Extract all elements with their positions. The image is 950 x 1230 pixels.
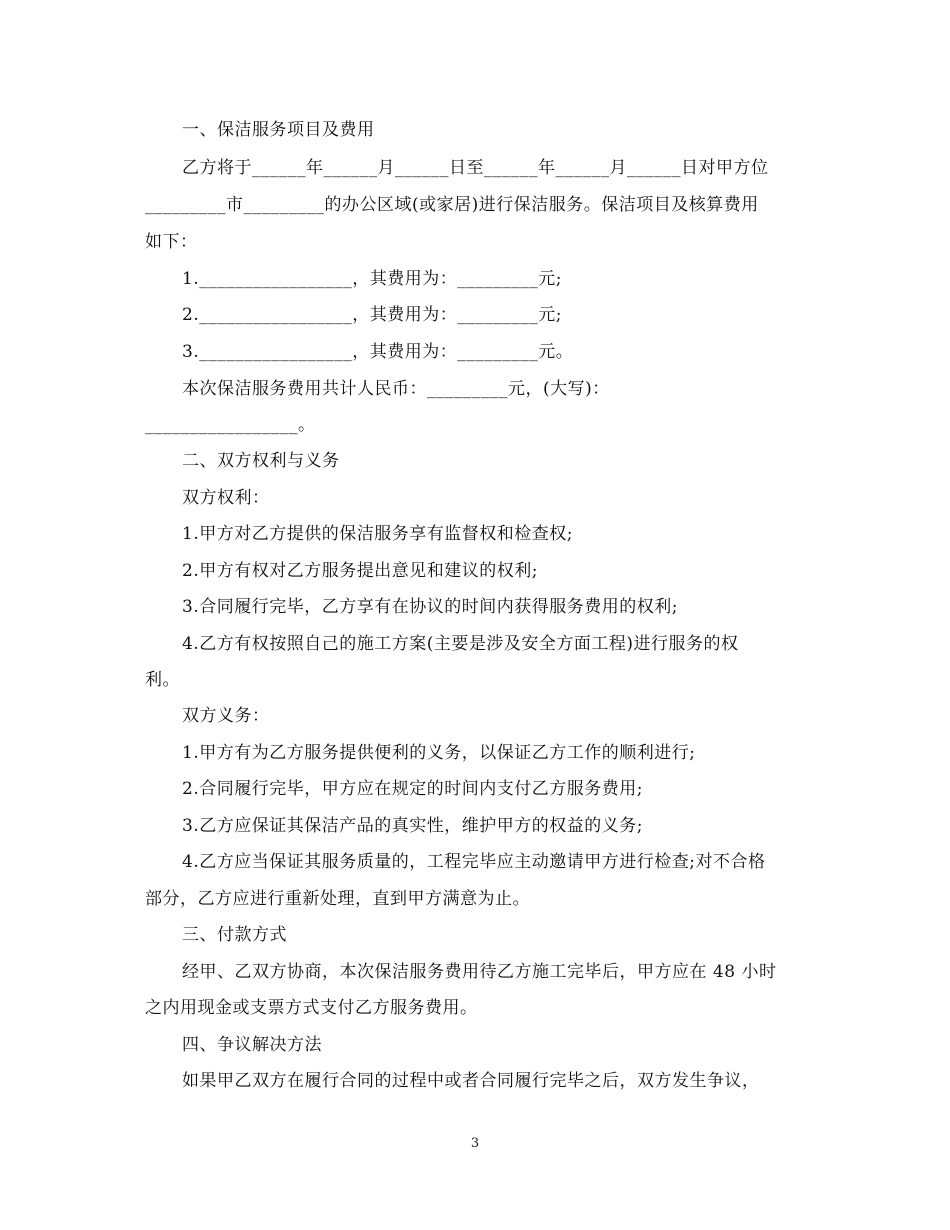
paragraph-line: 乙方将于______年______月______日至______年______月______日对甲方位 bbox=[182, 158, 769, 178]
paragraph-line: _________市_________的办公区域(或家居)进行保洁服务。保洁项目及核算费用 bbox=[145, 195, 759, 215]
paragraph-line: _________________。 bbox=[145, 415, 316, 435]
section-heading-payment: 三、付款方式 bbox=[182, 925, 287, 945]
paragraph-line: 部分，乙方应进行重新处理，直到甲方满意为止。 bbox=[145, 889, 530, 909]
paragraph-line: 经甲、乙双方协商，本次保洁服务费用待乙方施工完毕后，甲方应在 48 小时 bbox=[182, 962, 777, 982]
list-item: 1._________________，其费用为：_________元; bbox=[182, 269, 562, 289]
list-item: 4.乙方应当保证其服务质量的，工程完毕应主动邀请甲方进行检查;对不合格 bbox=[182, 852, 766, 872]
section-heading-dispute: 四、争议解决方法 bbox=[182, 1035, 322, 1055]
paragraph-line: 利。 bbox=[145, 670, 180, 690]
list-item: 2.甲方有权对乙方服务提出意见和建议的权利; bbox=[182, 561, 538, 581]
paragraph-line: 之内用现金或支票方式支付乙方服务费用。 bbox=[145, 998, 478, 1018]
page-number: 3 bbox=[470, 1136, 480, 1151]
list-item: 2.合同履行完毕，甲方应在规定的时间内支付乙方服务费用; bbox=[182, 779, 643, 799]
section-heading-service-items: 一、保洁服务项目及费用 bbox=[182, 120, 375, 140]
list-item: 3.合同履行完毕，乙方享有在协议的时间内获得服务费用的权利; bbox=[182, 597, 678, 617]
paragraph-line: 如果甲乙双方在履行合同的过程中或者合同履行完毕之后，双方发生争议， bbox=[182, 1071, 760, 1091]
paragraph-line: 如下： bbox=[145, 232, 198, 252]
subheading-obligations: 双方义务： bbox=[182, 706, 270, 726]
list-item: 4.乙方有权按照自己的施工方案(主要是涉及安全方面工程)进行服务的权 bbox=[182, 634, 739, 654]
subheading-rights: 双方权利： bbox=[182, 488, 270, 508]
list-item: 3._________________，其费用为：_________元。 bbox=[182, 342, 574, 362]
section-heading-rights-obligations: 二、双方权利与义务 bbox=[182, 451, 340, 471]
list-item: 1.甲方对乙方提供的保洁服务享有监督权和检查权; bbox=[182, 524, 573, 544]
list-item: 1.甲方有为乙方服务提供便利的义务，以保证乙方工作的顺利进行; bbox=[182, 743, 696, 763]
paragraph-line: 本次保洁服务费用共计人民币：_________元，(大写)： bbox=[182, 379, 610, 399]
list-item: 3.乙方应保证其保洁产品的真实性，维护甲方的权益的义务; bbox=[182, 816, 643, 836]
list-item: 2._________________，其费用为：_________元; bbox=[182, 305, 562, 325]
